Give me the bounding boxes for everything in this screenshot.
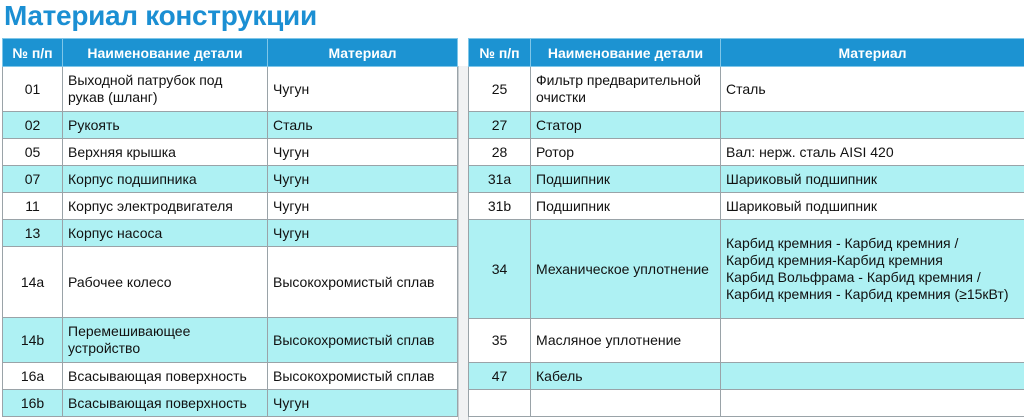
- cell-num: 13: [3, 220, 63, 247]
- cell-num: 14b: [3, 318, 63, 363]
- cell-num: 16a: [3, 363, 63, 390]
- table-row: [469, 112, 1024, 139]
- cell-num: 28: [469, 139, 531, 166]
- table-row: [3, 363, 458, 390]
- cell-name: Ротор: [531, 139, 721, 166]
- materials-table-left: [2, 38, 458, 417]
- cell-material: Шариковый подшипник: [721, 193, 1024, 220]
- cell-material: Сталь: [721, 67, 1024, 112]
- table-header-row: [3, 39, 458, 67]
- cell-name: Всасывающая поверхность: [63, 390, 268, 417]
- cell-num: 35: [469, 319, 531, 363]
- cell-name: Всасывающая поверхность: [63, 363, 268, 390]
- cell-num: 14a: [3, 247, 63, 318]
- cell-num: 25: [469, 67, 531, 112]
- cell-name: Механическое уплотнение: [531, 220, 721, 319]
- cell-num: 31a: [469, 166, 531, 193]
- table-row: [469, 67, 1024, 112]
- cell-num: 31b: [469, 193, 531, 220]
- cell-material: [721, 220, 1024, 319]
- cell-material: Чугун: [268, 139, 458, 166]
- header-material: Материал: [721, 39, 1024, 67]
- materials-table-right: [468, 38, 1024, 417]
- table-row: [469, 166, 1024, 193]
- table-row: [469, 139, 1024, 166]
- table-row: [3, 193, 458, 220]
- cell-name: Фильтр предварительной очистки: [531, 67, 721, 112]
- table-row: [3, 166, 458, 193]
- cell-material: Шариковый подшипник: [721, 166, 1024, 193]
- cell-name: Рукоять: [63, 112, 268, 139]
- material-line: Карбид кремния-Карбид кремния: [726, 252, 943, 268]
- table-row: [3, 67, 458, 112]
- cell-material: Высокохромистый сплав: [268, 318, 458, 363]
- cell-material: Высокохромистый сплав: [268, 363, 458, 390]
- cell-name: Статор: [531, 112, 721, 139]
- header-num: № п/п: [469, 39, 531, 67]
- cell-material: Чугун: [268, 390, 458, 417]
- cell-material: [721, 363, 1024, 390]
- cell-num: 47: [469, 363, 531, 390]
- cell-num: 16b: [3, 390, 63, 417]
- table-row: [3, 220, 458, 247]
- table-row: [469, 319, 1024, 363]
- cell-material: Вал: нерж. сталь AISI 420: [721, 139, 1024, 166]
- table-row: [3, 247, 458, 318]
- cell-name: Кабель: [531, 363, 721, 390]
- table-row: [3, 112, 458, 139]
- cell-name: Корпус насоса: [63, 220, 268, 247]
- header-num: № п/п: [3, 39, 63, 67]
- cell-num: [469, 390, 531, 417]
- cell-name: Подшипник: [531, 166, 721, 193]
- header-name: Наименование детали: [63, 39, 268, 67]
- cell-name: [531, 390, 721, 417]
- cell-num: 01: [3, 67, 63, 112]
- cell-material: Высокохромистый сплав: [268, 247, 458, 318]
- page-title: Материал конструкции: [4, 0, 317, 31]
- table-row: [3, 390, 458, 417]
- cell-name: Верхняя крышка: [63, 139, 268, 166]
- cell-num: 02: [3, 112, 63, 139]
- material-line: Карбид кремния - Карбид кремния (≥15кВт): [726, 286, 1009, 302]
- cell-num: 11: [3, 193, 63, 220]
- cell-name: Масляное уплотнение: [531, 319, 721, 363]
- cell-name: Подшипник: [531, 193, 721, 220]
- cell-num: 34: [469, 220, 531, 319]
- table-row: [469, 220, 1024, 319]
- material-line: Карбид Вольфрама - Карбид кремния /: [726, 269, 981, 285]
- table-row: [3, 139, 458, 166]
- material-line: Карбид кремния - Карбид кремния /: [726, 235, 959, 251]
- table-row: [469, 363, 1024, 390]
- table-row: [3, 318, 458, 363]
- cell-material: Чугун: [268, 220, 458, 247]
- cell-name: Корпус электродвигателя: [63, 193, 268, 220]
- cell-name: Выходной патрубок под рукав (шланг): [63, 67, 268, 112]
- table-header-row: [469, 39, 1024, 67]
- cell-material: [721, 390, 1024, 417]
- cell-material: Чугун: [268, 193, 458, 220]
- cell-name: Корпус подшипника: [63, 166, 268, 193]
- cell-material: Чугун: [268, 166, 458, 193]
- cell-num: 07: [3, 166, 63, 193]
- cell-material: Сталь: [268, 112, 458, 139]
- table-row: [469, 390, 1024, 417]
- header-material: Материал: [268, 39, 458, 67]
- header-name: Наименование детали: [531, 39, 721, 67]
- cell-material: [721, 319, 1024, 363]
- cell-material: [721, 112, 1024, 139]
- cell-name: Перемешивающее устройство: [63, 318, 268, 363]
- cell-num: 27: [469, 112, 531, 139]
- cell-num: 05: [3, 139, 63, 166]
- cell-name: Рабочее колесо: [63, 247, 268, 318]
- table-row: [469, 193, 1024, 220]
- cell-material: Чугун: [268, 67, 458, 112]
